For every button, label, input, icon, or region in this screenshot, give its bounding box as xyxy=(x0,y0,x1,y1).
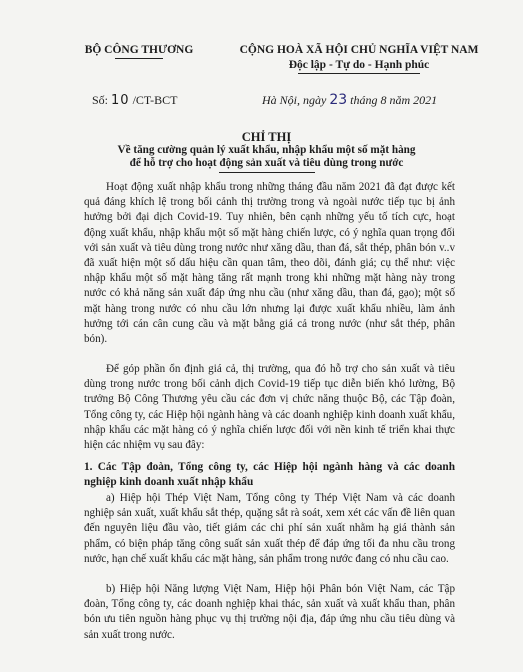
paragraph-b-text: b) Hiệp hội Năng lượng Việt Nam, Hiệp hội Phân bón Việt Nam, các Tập đoàn, Tổng công ty, các doanh nghiệp khai thác, sản xuất và xuất khẩu than, phân bón ưu tiên nguồn hàng phục vụ thị trường nội địa, đáp ứng nhu cầu tiêu dùng và sản xuất trong nước. xyxy=(84,583,455,641)
doc-number-value: 10 xyxy=(111,93,130,108)
paragraph-intro-text: Hoạt động xuất nhập khẩu trong những tháng đầu năm 2021 đã đạt được kết quả đáng khích lệ trong bối cảnh thị trường trong và ngoài nước tiếp tục bị ảnh hưởng bởi đại dịch Covid-19. Tuy nhiên, bên cạnh những yếu tố tích cực, hoạt động xuất khẩu, nhập khẩu một số mặt hàng chiến lược, có ý nghĩa quan trọng đối với sản xuất và tiêu dùng trong nước như xăng dầu, than đá, sắt thép, phân bón v..v đã xuất hiện một số dấu hiệu cần quan tâm, theo dõi, đánh giá; cụ thể như: việc nhập khẩu một số mặt hàng tăng rất mạnh trong khi những mặt hàng này trong nước có khả năng sản xuất đáp ứng nhu cầu (như xăng dầu, than đá, gạo); một số mặt hàng trong nước có nhu cầu lớn nhưng lại được xuất khẩu nhiều, làm ảnh hưởng tới cán cân cung cầu và mặt bằng giá cả trong nước (như sắt thép, phân bón). xyxy=(84,181,455,346)
ministry-underline xyxy=(115,58,163,59)
paragraph-a xyxy=(84,491,455,567)
paragraph-intro xyxy=(84,180,455,347)
subject-line-1: Về tăng cường quản lý xuất khẩu, nhập khẩu một số mặt hàng xyxy=(117,144,416,156)
paragraph-request xyxy=(84,362,455,453)
motto-underline xyxy=(298,73,420,74)
document-subject xyxy=(70,144,463,173)
paragraph-request-text: Để góp phần ổn định giá cả, thị trường, qua đó hỗ trợ cho sản xuất và tiêu dùng trong nước trong bối cảnh dịch Covid-19 tiếp tục diễn biến khó lường, Bộ trưởng Bộ Công Thương yêu cầu các đơn vị chức năng thuộc Bộ, các Tập đoàn, Tổng công ty, các Hiệp hội ngành hàng và các doanh nghiệp kinh doanh xuất khẩu, nhập khẩu các mặt hàng có ý nghĩa chiến lược đối với nền kinh tế triển khai thực hiện các nhiệm vụ sau đây: xyxy=(84,363,455,452)
doc-number-prefix: Số: xyxy=(92,93,109,107)
section-heading-1 xyxy=(84,460,455,490)
country-name: CỘNG HOÀ XÃ HỘI CHỦ NGHĨA VIỆT NAM xyxy=(239,44,479,56)
subject-line-2: để hỗ trợ cho hoạt động sản xuất và tiêu dùng trong nước xyxy=(129,157,404,169)
date-month: 8 xyxy=(380,93,387,107)
paragraph-b xyxy=(84,582,455,643)
subject-underline xyxy=(219,172,315,173)
section-heading-1-text: 1. Các Tập đoàn, Tổng công ty, các Hiệp hội ngành hàng và các doanh nghiệp kinh doanh xuất nhập khẩu xyxy=(84,461,455,489)
month-label: tháng xyxy=(350,93,378,107)
ministry-name: BỘ CÔNG THƯƠNG xyxy=(84,44,194,56)
year-label: năm 2021 xyxy=(389,93,438,107)
issuer-block xyxy=(74,44,204,59)
doc-number-suffix: /CT-BCT xyxy=(132,93,178,107)
place-date xyxy=(262,92,437,108)
national-motto: Độc lập - Tự do - Hạnh phúc xyxy=(288,59,430,71)
place-label: Hà Nội, ngày xyxy=(262,93,327,107)
paragraph-a-text: a) Hiệp hội Thép Việt Nam, Tổng công ty Thép Việt Nam và các doanh nghiệp sản xuất, xuất khẩu sắt thép, quặng sắt rà soát, xem xét các vấn đề liên quan đến nguyên liệu đầu vào, tiết giảm các chi phí sản xuất nhằm hạ giá thành sản phẩm, có biện pháp tăng công suất sản xuất thép để đáp ứng tối đa nhu cầu trong nước, hạn chế xuất khẩu các mặt hàng, sản phẩm trong nước đang có nhu cầu cao. xyxy=(84,492,455,565)
national-header xyxy=(224,44,494,74)
document-number xyxy=(92,93,177,108)
date-day: 23 xyxy=(329,92,348,108)
document-title: CHỈ THỊ xyxy=(241,130,292,144)
